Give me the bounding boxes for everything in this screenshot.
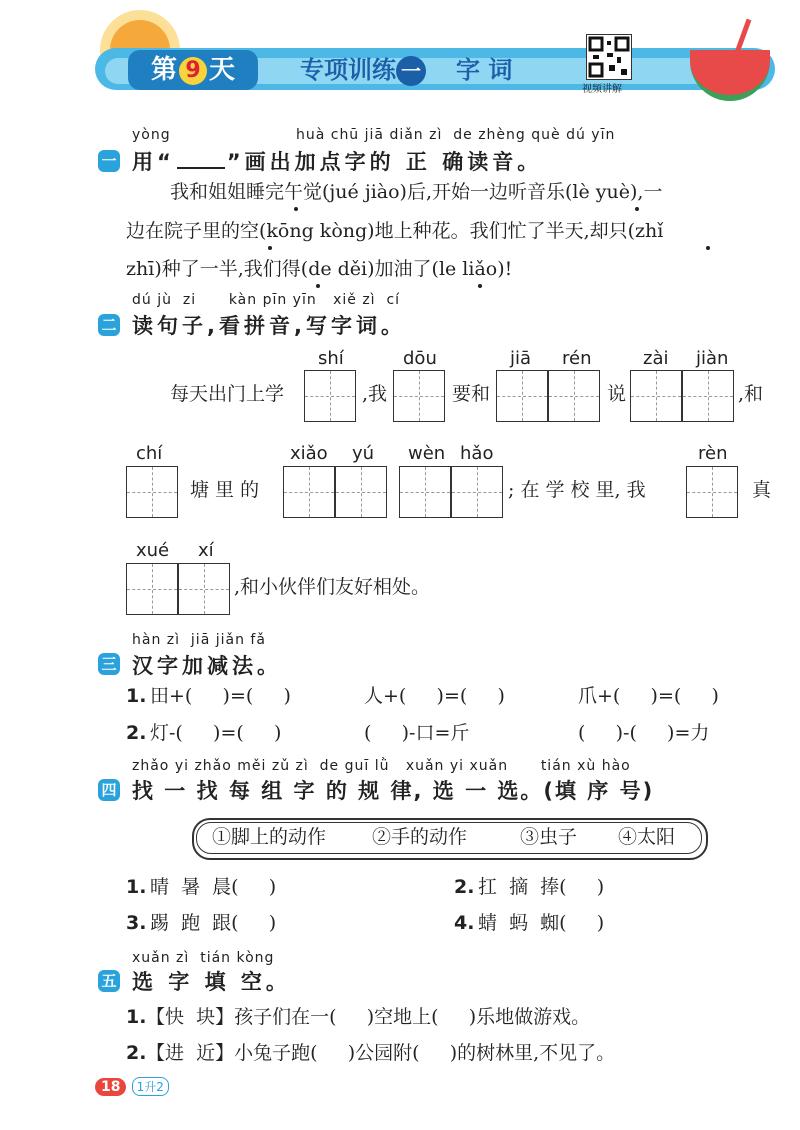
option-3: ③虫子	[520, 826, 578, 848]
s4-q2-num: 2.	[454, 876, 475, 898]
pinyin-shi: shí	[318, 348, 344, 369]
s3-q1-c: 爪+( )=( )	[578, 685, 719, 707]
s1-badge: 一	[98, 150, 120, 172]
page-number: 18	[95, 1078, 126, 1096]
pinyin-wen: wèn	[408, 443, 446, 464]
header-title-number: 一	[396, 56, 426, 86]
s2-r3-a: ,和小伙伴们友好相处。	[234, 576, 431, 598]
s3-q2-c: ( )-( )=力	[578, 722, 710, 744]
s4-q2: 扛 摘 捧( )	[478, 876, 605, 898]
s1-title-blank	[177, 167, 225, 169]
page-footer	[95, 1076, 169, 1096]
s3-q2-num: 2.	[126, 722, 147, 744]
s3-title: 汉字加减法。	[132, 654, 282, 678]
writing-box[interactable]	[399, 466, 451, 518]
s3-q1-num: 1.	[126, 685, 147, 707]
header-title-right: 字 词	[456, 56, 513, 84]
s1-pinyin: yòng huà chū jiā diǎn zì de zhèng què dú yīn	[132, 127, 616, 143]
header-title	[300, 50, 512, 90]
s5-q2: 【进 近】小兔子跑( )公园附( )的树林里,不见了。	[146, 1042, 616, 1064]
pinyin-xue: xué	[136, 540, 170, 561]
s1-line2: 边在院子里的空(kōng kòng)地上种花。我们忙了半天,却只(zhǐ	[126, 220, 664, 242]
pinyin-yu: yú	[352, 443, 375, 464]
s4-badge: 四	[98, 779, 120, 801]
s4-pinyin: zhǎo yi zhǎo měi zǔ zì de guī lǜ xuǎn yi xuǎn tián xù hào	[132, 758, 631, 774]
s3-q1-b: 人+( )=( )	[364, 685, 505, 707]
pinyin-chi: chí	[136, 443, 163, 464]
s5-q1: 【快 块】孩子们在一( )空地上( )乐地做游戏。	[146, 1006, 591, 1028]
pinyin-jian: jiàn	[696, 348, 729, 369]
emphasis-dot	[316, 284, 320, 288]
pinyin-ren: rén	[562, 348, 592, 369]
s5-pinyin: xuǎn zì tián kòng	[132, 950, 275, 966]
writing-box[interactable]	[126, 466, 178, 518]
s1-line3: zhī)种了一半,我们得(de děi)加油了(le liǎo)!	[126, 258, 513, 280]
pinyin-zai: zài	[643, 348, 669, 369]
s2-r2-b: ; 在 学 校 里, 我	[508, 479, 646, 501]
watermelon-icon	[690, 50, 770, 101]
qr-code-icon[interactable]	[586, 34, 632, 80]
s1-line1: 我和姐姐睡完午觉(jué jiào)后,开始一边听音乐(lè yuè),一	[170, 181, 663, 203]
s1-title-a: 用“	[132, 150, 175, 174]
s3-pinyin: hàn zì jiā jiǎn fǎ	[132, 632, 266, 648]
writing-box[interactable]	[126, 563, 178, 615]
writing-box[interactable]	[393, 370, 445, 422]
grade-label: 1升2	[132, 1077, 169, 1096]
pinyin-hao: hǎo	[460, 443, 494, 464]
option-1: ①脚上的动作	[212, 826, 327, 848]
s5-badge: 五	[98, 970, 120, 992]
s3-badge: 三	[98, 653, 120, 675]
writing-box[interactable]	[451, 466, 503, 518]
pinyin-xiao: xiǎo	[290, 443, 328, 464]
s4-q1-num: 1.	[126, 876, 147, 898]
s4-q1: 晴 暑 晨( )	[150, 876, 277, 898]
page-header	[0, 0, 800, 120]
option-4: ④太阳	[618, 826, 676, 848]
s4-q3: 踢 跑 跟( )	[150, 912, 277, 934]
emphasis-dot	[294, 207, 298, 211]
qr-label: 视频讲解	[582, 84, 622, 95]
s2-pinyin: dú jù zi kàn pīn yīn xiě zì cí	[132, 292, 401, 308]
s3-q2-a: 灯-( )=( )	[150, 722, 282, 744]
emphasis-dot	[478, 284, 482, 288]
writing-box[interactable]	[304, 370, 356, 422]
writing-box[interactable]	[686, 466, 738, 518]
pinyin-dou: dōu	[403, 348, 437, 369]
pinyin-ren2: rèn	[698, 443, 728, 464]
s2-r1-b: ,我	[362, 383, 388, 405]
writing-box[interactable]	[630, 370, 682, 422]
s1-title-b: ”画出加点字的 正 确读音。	[226, 150, 543, 174]
header-title-left: 专项训练	[300, 56, 396, 84]
emphasis-dot	[268, 246, 272, 250]
s2-r1-a: 每天出门上学	[170, 383, 285, 405]
day-suffix: 天	[209, 55, 236, 85]
s2-badge: 二	[98, 314, 120, 336]
writing-box[interactable]	[682, 370, 734, 422]
s5-title: 选 字 填 空。	[132, 970, 291, 994]
day-prefix: 第	[150, 55, 177, 85]
s4-q3-num: 3.	[126, 912, 147, 934]
s2-r2-c: 真	[752, 479, 772, 501]
writing-box[interactable]	[335, 466, 387, 518]
pinyin-xi: xí	[198, 540, 214, 561]
pinyin-jia: jiā	[510, 348, 532, 369]
writing-box[interactable]	[496, 370, 548, 422]
s4-q4: 蜻 蚂 蜘( )	[478, 912, 605, 934]
s4-title: 找 一 找 每 组 字 的 规 律, 选 一 选。(填 序 号)	[132, 779, 655, 803]
s3-q1-a: 田+( )=( )	[150, 685, 291, 707]
writing-box[interactable]	[283, 466, 335, 518]
day-badge	[128, 50, 258, 90]
emphasis-dot	[635, 207, 639, 211]
s2-r1-d: 说	[607, 383, 627, 405]
writing-box[interactable]	[178, 563, 230, 615]
s1-title	[132, 146, 542, 176]
s2-r1-e: ,和	[738, 383, 764, 405]
emphasis-dot	[706, 246, 710, 250]
s2-r1-c: 要和	[452, 383, 491, 405]
writing-box[interactable]	[548, 370, 600, 422]
day-number: 9	[179, 57, 207, 85]
s5-q2-num: 2.	[126, 1042, 147, 1064]
s2-r2-a: 塘 里 的	[190, 479, 260, 501]
s2-title: 读句子,看拼音,写字词。	[132, 314, 406, 338]
option-2: ②手的动作	[372, 826, 468, 848]
s4-q4-num: 4.	[454, 912, 475, 934]
s5-q1-num: 1.	[126, 1006, 147, 1028]
s3-q2-b: ( )-口=斤	[364, 722, 470, 744]
